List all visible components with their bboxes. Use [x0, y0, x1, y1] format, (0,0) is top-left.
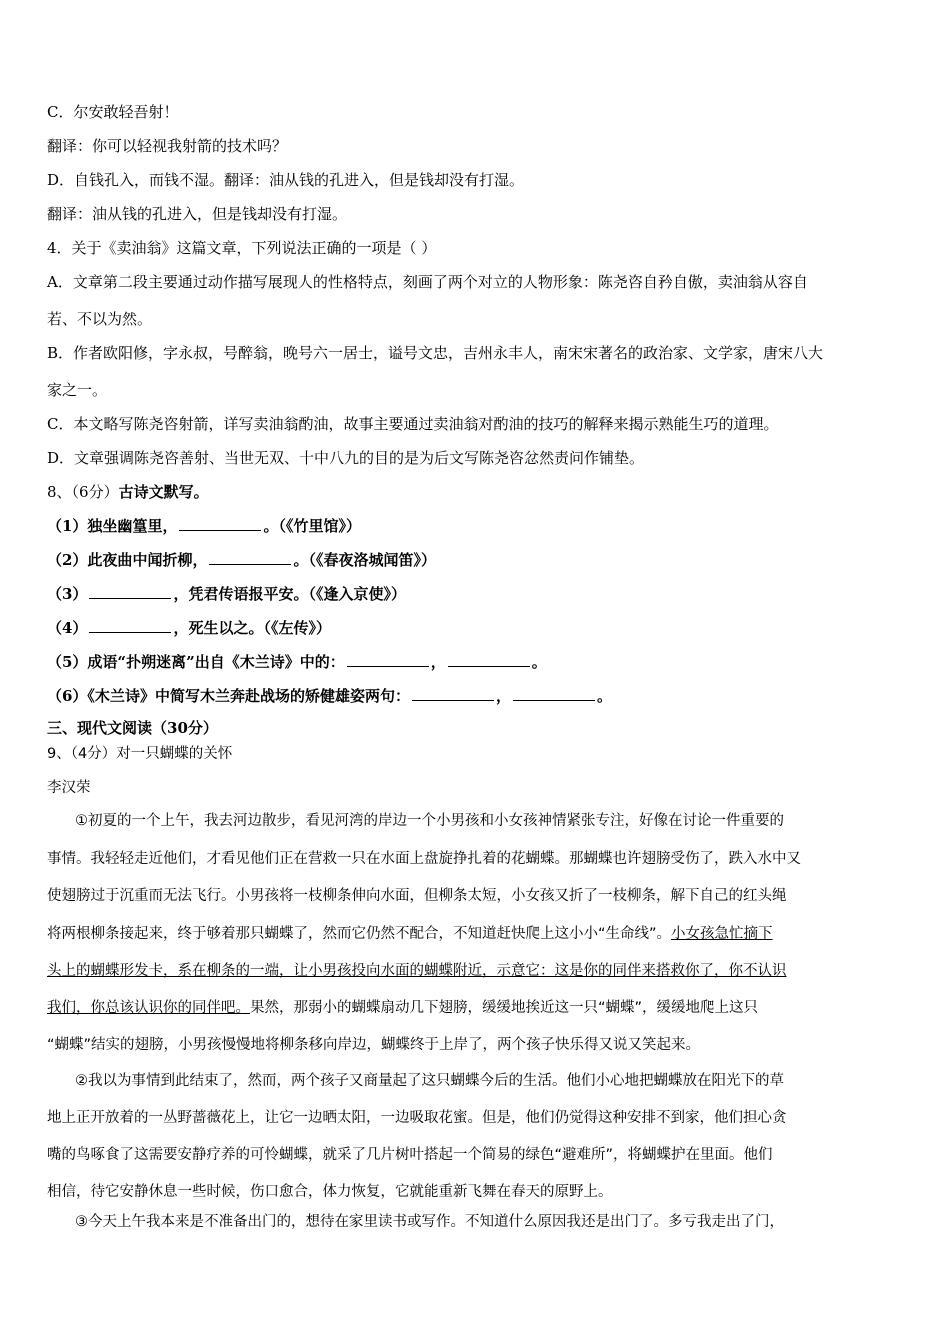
answer-blank[interactable]	[89, 618, 171, 633]
q4-option-a-line1: A．文章第二段主要通过动作描写展现人的性格特点，刻画了两个对立的人物形象：陈尧咨自矜自傲，卖油翁从容自	[47, 273, 808, 291]
underlined-sentence: 小女孩急忙摘下	[671, 926, 773, 942]
q4-option-d: D．文章强调陈尧咨善射、当世无双、十中八九的目的是为后文写陈尧咨忿然责问作铺垫。	[47, 449, 645, 467]
q8-item-5	[47, 652, 907, 672]
q8-item-3-post: ，凭君传语报平安。（《逢入京使》）	[173, 585, 406, 603]
option-d: D．自钱孔入，而钱不湿。翻译：油从钱的孔进入，但是钱却没有打湿。	[47, 171, 525, 189]
q8-item-3	[47, 584, 907, 604]
q8-item-5-mid: ，	[430, 653, 446, 671]
underlined-sentence: 头上的蝴蝶形发卡，系在柳条的一端，让小男孩投向水面的蝴蝶附近，示意它：这是你的同伴来搭救你了，你不认识	[47, 963, 787, 979]
q4-option-b-line1: B．作者欧阳修，字永叔，号醉翁，晚号六一居士，谥号文忠，吉州永丰人，南宋宋著名的政治家、文学家，唐宋八大	[47, 344, 824, 362]
para-2-line: 地上正开放着的一丛野蔷薇花上，让它一边晒太阳，一边吸取花蜜。但是，他们仍觉得这种安排不到家，他们担心贪	[47, 1110, 787, 1126]
para-2-line: 嘴的鸟啄食了这需要安静疗养的可怜蝴蝶，就采了几片树叶搭起一个简易的绿色“避难所”，将蝴蝶护在里面。他们	[47, 1147, 773, 1163]
q4-option-c: C．本文略写陈尧咨射箭，详写卖油翁酌油，故事主要通过卖油翁对酌油的技巧的解释来揭示熟能生巧的道理。	[47, 415, 779, 433]
q8-item-6	[47, 686, 907, 706]
q8-item-4-post: ，死生以之。（《左传》）	[173, 619, 331, 637]
option-d-translation: 翻译：油从钱的孔进入，但是钱却没有打湿。	[47, 205, 348, 223]
answer-blank[interactable]	[513, 686, 595, 701]
q8-item-5-pre: （5）成语“扑朔迷离”出自《木兰诗》中的：	[47, 653, 345, 671]
q4-option-b-line2: 家之一。	[47, 381, 108, 399]
q8-item-1-post: 。（《竹里馆》）	[263, 517, 361, 535]
para-3-line: ③今天上午我本来是不准备出门的，想待在家里读书或写作。不知道什么原因我还是出门了。多亏我走出了门，	[75, 1214, 784, 1230]
q8-item-2	[47, 550, 907, 570]
q8-number: 8、（6分）	[47, 483, 119, 501]
answer-blank[interactable]	[209, 550, 291, 565]
q9-title: 9、（4分）对一只蝴蝶的关怀	[47, 746, 233, 762]
para-1-line: ①初夏的一个上午，我去河边散步，看见河湾的岸边一个小男孩和小女孩神情紧张专注，好像在讨论一件重要的	[75, 813, 784, 829]
para-1-line	[47, 924, 907, 944]
underlined-sentence: 我们，你总该认识你的同伴吧。	[47, 1000, 250, 1016]
answer-blank[interactable]	[89, 584, 171, 599]
q8-item-1-pre: （1）独坐幽篁里，	[47, 517, 178, 535]
article-author: 李汉荣	[47, 780, 91, 796]
answer-blank[interactable]	[448, 652, 530, 667]
option-c-translation: 翻译：你可以轻视我射箭的技术吗？	[47, 137, 288, 155]
q8-item-6-pre: （6）《木兰诗》中简写木兰奔赴战场的矫健雄姿两句：	[47, 687, 410, 705]
q8-item-6-mid: ，	[495, 687, 511, 705]
q8-title: 古诗文默写。	[118, 483, 209, 501]
para-1-line: “蝴蝶”结实的翅膀，小男孩慢慢地将柳条移向岸边，蝴蝶终于上岸了，两个孩子快乐得又说又笑起来。	[47, 1037, 701, 1053]
q8-item-4-pre: （4）	[47, 619, 88, 637]
section-3-heading: 三、现代文阅读（30分）	[47, 719, 218, 737]
para-1-line: 使翅膀过于沉重而无法飞行。小男孩将一枝柳条伸向水面，但柳条太短，小女孩又折了一枝柳条，解下自己的红头绳	[47, 888, 787, 904]
q8-item-5-post: 。	[531, 653, 547, 671]
answer-blank[interactable]	[347, 652, 429, 667]
para-1-text: 果然，那弱小的蝴蝶扇动几下翅膀，缓缓地挨近这一只“蝴蝶”，缓缓地爬上这只	[250, 1000, 759, 1016]
q8-item-2-pre: （2）此夜曲中闻折柳，	[47, 551, 208, 569]
para-1-text: 将两根柳条接起来，终于够着那只蝴蝶了，然而它仍然不配合，不知道赶快爬上这小小“生命线”。	[47, 926, 672, 942]
q4-option-a-line2: 若、不以为然。	[47, 310, 153, 328]
answer-blank[interactable]	[412, 686, 494, 701]
q8-item-1	[47, 516, 907, 536]
answer-blank[interactable]	[179, 516, 261, 531]
q8-item-3-pre: （3）	[47, 585, 88, 603]
q8-item-4	[47, 618, 907, 638]
para-1-line: 事情。我轻轻走近他们，才看见他们正在营救一只在水面上盘旋挣扎着的花蝴蝶。那蝴蝶也许翅膀受伤了，跌入水中又	[47, 851, 801, 867]
q4-stem: 4．关于《卖油翁》这篇文章，下列说法正确的一项是（ ）	[47, 239, 437, 257]
q8-item-2-post: 。（《春夜洛城闻笛》）	[293, 551, 436, 569]
q8-item-6-post: 。	[596, 687, 612, 705]
para-2-line: 相信，待它安静休息一些时候，伤口愈合，体力恢复，它就能重新飞舞在春天的原野上。	[47, 1184, 613, 1200]
q8-heading	[47, 482, 907, 502]
para-2-line: ②我以为事情到此结束了，然而，两个孩子又商量起了这只蝴蝶今后的生活。他们小心地把蝴蝶放在阳光下的草	[75, 1073, 784, 1089]
option-c: C．尔安敢轻吾射！	[47, 103, 179, 121]
para-1-line	[47, 998, 907, 1018]
